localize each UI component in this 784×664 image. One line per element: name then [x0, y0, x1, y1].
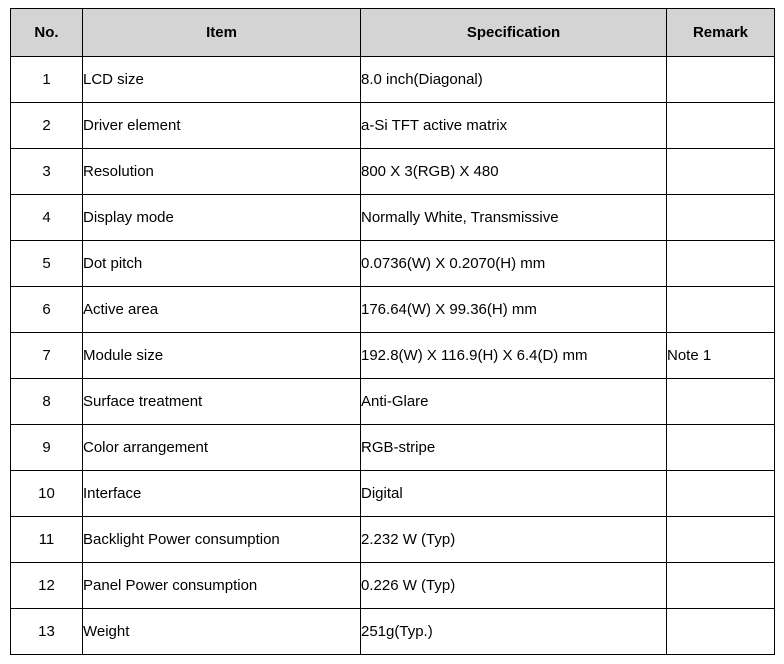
cell-no: 11 — [11, 517, 83, 563]
table-row — [11, 379, 775, 425]
cell-spec: 251g(Typ.) — [361, 609, 667, 655]
cell-item: LCD size — [83, 57, 361, 103]
cell-item: Driver element — [83, 103, 361, 149]
cell-no: 10 — [11, 471, 83, 517]
cell-no: 12 — [11, 563, 83, 609]
cell-no: 1 — [11, 57, 83, 103]
table-row — [11, 241, 775, 287]
table-row — [11, 287, 775, 333]
cell-no: 3 — [11, 149, 83, 195]
table-header-row — [11, 9, 775, 57]
table-row — [11, 609, 775, 655]
table-row — [11, 425, 775, 471]
cell-item: Active area — [83, 287, 361, 333]
cell-remark — [667, 609, 775, 655]
cell-remark: Note 1 — [667, 333, 775, 379]
cell-item: Panel Power consumption — [83, 563, 361, 609]
table-row — [11, 149, 775, 195]
cell-no: 9 — [11, 425, 83, 471]
cell-item: Module size — [83, 333, 361, 379]
cell-spec: 176.64(W) X 99.36(H) mm — [361, 287, 667, 333]
specification-table — [10, 8, 775, 655]
table-row — [11, 103, 775, 149]
cell-item: Backlight Power consumption — [83, 517, 361, 563]
table-header — [11, 9, 775, 57]
column-header-item: Item — [83, 9, 361, 57]
table-row — [11, 517, 775, 563]
cell-spec: RGB-stripe — [361, 425, 667, 471]
cell-remark — [667, 425, 775, 471]
table-row — [11, 57, 775, 103]
cell-spec: 2.232 W (Typ) — [361, 517, 667, 563]
cell-spec: Normally White, Transmissive — [361, 195, 667, 241]
cell-item: Color arrangement — [83, 425, 361, 471]
cell-spec: 192.8(W) X 116.9(H) X 6.4(D) mm — [361, 333, 667, 379]
cell-spec: 8.0 inch(Diagonal) — [361, 57, 667, 103]
cell-no: 4 — [11, 195, 83, 241]
cell-spec: 800 X 3(RGB) X 480 — [361, 149, 667, 195]
cell-no: 5 — [11, 241, 83, 287]
cell-spec: a-Si TFT active matrix — [361, 103, 667, 149]
cell-spec: Digital — [361, 471, 667, 517]
cell-remark — [667, 149, 775, 195]
cell-remark — [667, 379, 775, 425]
cell-spec: 0.226 W (Typ) — [361, 563, 667, 609]
cell-no: 13 — [11, 609, 83, 655]
table-row — [11, 333, 775, 379]
cell-item: Display mode — [83, 195, 361, 241]
cell-spec: 0.0736(W) X 0.2070(H) mm — [361, 241, 667, 287]
cell-spec: Anti-Glare — [361, 379, 667, 425]
cell-remark — [667, 563, 775, 609]
cell-remark — [667, 195, 775, 241]
cell-item: Resolution — [83, 149, 361, 195]
table-row — [11, 195, 775, 241]
cell-item: Weight — [83, 609, 361, 655]
cell-remark — [667, 57, 775, 103]
column-header-remark: Remark — [667, 9, 775, 57]
cell-remark — [667, 103, 775, 149]
table-row — [11, 563, 775, 609]
column-header-no: No. — [11, 9, 83, 57]
cell-item: Interface — [83, 471, 361, 517]
table-row — [11, 471, 775, 517]
cell-remark — [667, 241, 775, 287]
cell-remark — [667, 471, 775, 517]
cell-item: Dot pitch — [83, 241, 361, 287]
column-header-spec: Specification — [361, 9, 667, 57]
cell-remark — [667, 287, 775, 333]
cell-no: 8 — [11, 379, 83, 425]
cell-item: Surface treatment — [83, 379, 361, 425]
cell-no: 6 — [11, 287, 83, 333]
cell-remark — [667, 517, 775, 563]
table-body — [11, 57, 775, 655]
cell-no: 2 — [11, 103, 83, 149]
cell-no: 7 — [11, 333, 83, 379]
